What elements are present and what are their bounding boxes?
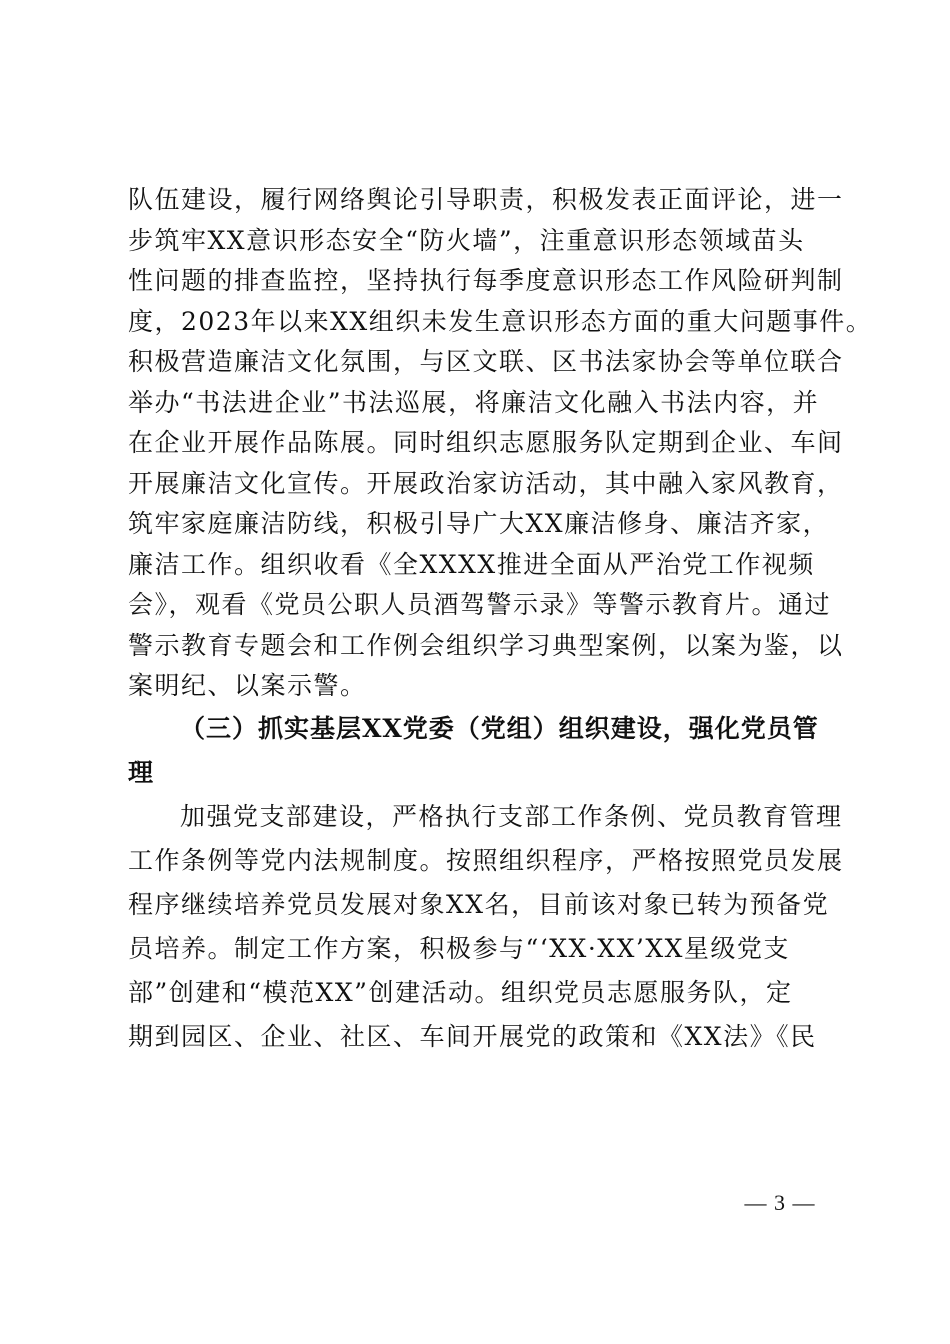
text-line: 在企业开展作品陈展。同时组织志愿服务队定期到企业、车间: [128, 428, 844, 457]
document-body: [128, 180, 873, 1059]
text-line: 队伍建设，履行网络舆论引导职责，积极发表正面评论，进一: [128, 185, 844, 214]
text-line: 步筑牢XX意识形态安全“防火墙”，注重意识形态领域苗头: [128, 225, 805, 255]
heading-line: 理: [128, 757, 155, 787]
text-line: 性问题的排查监控，坚持执行每季度意识形态工作风险研判制: [128, 266, 844, 295]
text-line: 积极营造廉洁文化氛围，与区文联、区书法家协会等单位联合: [128, 347, 844, 376]
text-line: 部”创建和“模范XX”创建活动。组织党员志愿服务队，定: [128, 977, 793, 1007]
section-heading: [128, 707, 828, 795]
text-line: 员培养。制定工作方案，积极参与“‘XX·XX’XX星级党支: [128, 933, 790, 963]
text-line: 度，2023年以来XX组织未发生意识形态方面的重大问题事件。: [128, 306, 873, 336]
heading-line: （三）抓实基层XX党委（党组）组织建设，强化党员管: [180, 713, 819, 743]
text-line: 举办“书法进企业”书法巡展，将廉洁文化融入书法内容，并: [128, 387, 820, 417]
text-line: 工作条例等党内法规制度。按照组织程序，严格按照党员发展: [128, 845, 844, 875]
text-line: 案明纪、以案示警。: [128, 671, 367, 700]
text-line: 廉洁工作。组织收看《全XXXX推进全面从严治党工作视频: [128, 549, 815, 579]
text-line: 加强党支部建设，严格执行支部工作条例、党员教育管理: [180, 801, 843, 831]
text-line: 筑牢家庭廉洁防线，积极引导广大XX廉洁修身、廉洁齐家，: [128, 509, 830, 538]
paragraph: [128, 795, 844, 1059]
text-line: 期到园区、企业、社区、车间开展党的政策和《XX法》《民: [128, 1021, 817, 1051]
text-line: 警示教育专题会和工作例会组织学习典型案例，以案为鉴，以: [128, 630, 844, 660]
text-line: 程序继续培养党员发展对象XX名，目前该对象已转为预备党: [128, 889, 830, 919]
page-number: — 3 —: [744, 1190, 816, 1215]
text-line: 会》，观看《党员公职人员酒驾警示录》等警示教育片。通过: [128, 590, 832, 619]
text-line: 开展廉洁文化宣传。开展政治家访活动，其中融入家风教育，: [128, 468, 844, 498]
